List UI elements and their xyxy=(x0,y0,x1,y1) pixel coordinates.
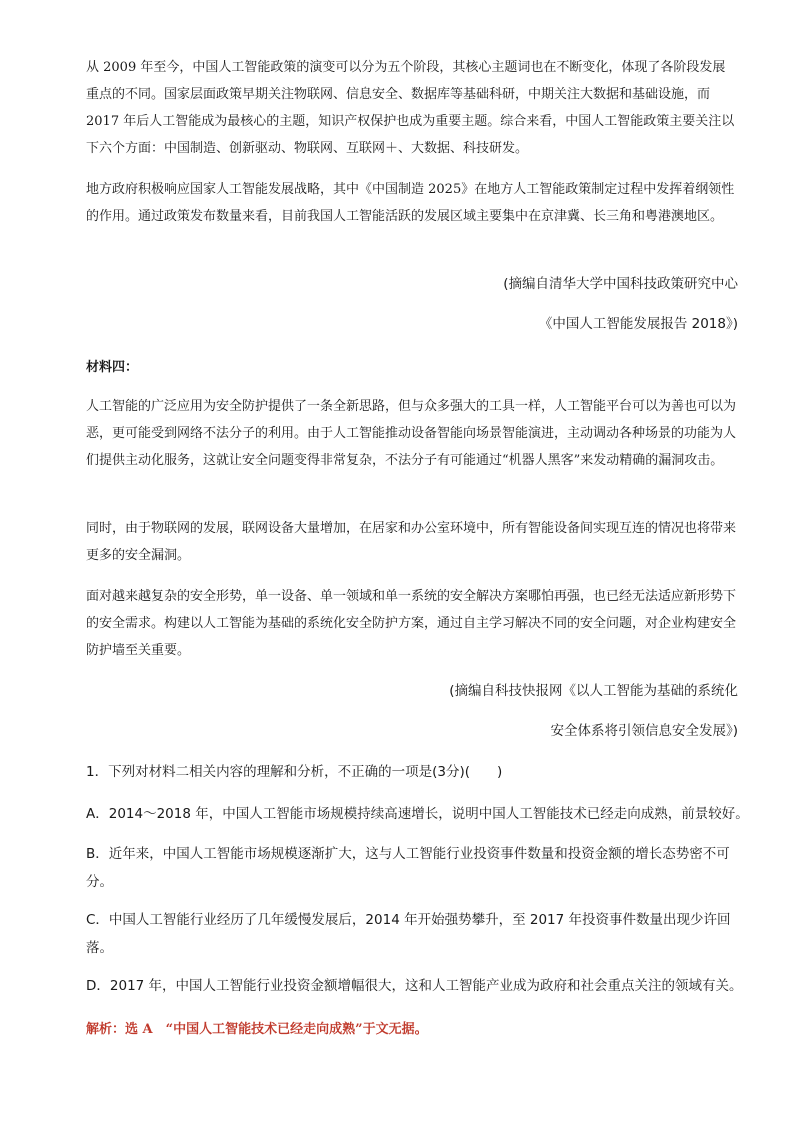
material-four-heading: 材料四： xyxy=(86,360,139,375)
paragraph-local-government: 地方政府积极响应国家人工智能发展战略，其中《中国制造 2025》在地方人工智能政策制定过程中发挥着纲领性的作用。通过政策发布数量来看，目前我国人工智能活跃的发展区域主要集中在京津冀、长三角和粤港澳地区。 xyxy=(86,182,735,224)
option-a: A．2014～2018 年，中国人工智能市场规模持续高速增长，说明中国人工智能技术已经走向成熟，前景较好。 xyxy=(86,806,749,822)
paragraph-ai-security: 人工智能的广泛应用为安全防护提供了一条全新思路，但与众多强大的工具一样，人工智能平台可以为善也可以为恶，更可能受到网络不法分子的利用。由于人工智能推动设备智能向场景智能演进，主动调动各种场景的功能为人们提供主动化服务，这就让安全问题变得非常复杂，不法分子有可能通过“机器人黑客”来发动精确的漏洞攻击。 xyxy=(86,399,737,468)
question-stem: 1．下列对材料二相关内容的理解和分析，不正确的一项是(3分)( ) xyxy=(86,764,503,780)
answer-explanation: 解析：选 A “中国人工智能技术已经走向成熟”于文无据。 xyxy=(86,1022,428,1037)
option-b: B．近年来，中国人工智能市场规模逐渐扩大，这与人工智能行业投资事件数量和投资金额的增长态势密不可分。 xyxy=(86,846,730,890)
source-citation-line2: 《中国人工智能发展报告 2018》) xyxy=(538,316,738,332)
paragraph-iot-vulnerability: 同时，由于物联网的发展，联网设备大量增加，在居家和办公室环境中，所有智能设备间实现互连的情况也将带来更多的安全漏洞。 xyxy=(86,521,737,563)
source-citation-line2: 安全体系将引领信息安全发展》) xyxy=(550,723,738,739)
source-citation-line1: (摘编自科技快报网《以人工智能为基础的系统化 xyxy=(449,683,738,699)
paragraph-policy-evolution: 从 2009 年至今，中国人工智能政策的演变可以分为五个阶段，其核心主题词也在不断变化，体现了各阶段发展重点的不同。国家层面政策早期关注物联网、信息安全、数据库等基础科研，中期关注大数据和基础设施，而 2017 年后人工智能成为最核心的主题，知识产权保护也成为重要主题。综合来看，中国人工智能政策主要关注以下六个方面：中国制造、创新驱动、物联网、互联网＋、大数据、科技研发。 xyxy=(86,60,735,156)
option-d: D．2017 年，中国人工智能行业投资金额增幅很大，这和人工智能产业成为政府和社会重点关注的领域有关。 xyxy=(86,978,743,994)
paragraph-security-situation: 面对越来越复杂的安全形势，单一设备、单一领域和单一系统的安全解决方案哪怕再强，也已经无法适应新形势下的安全需求。构建以人工智能为基础的系统化安全防护方案，通过自主学习解决不同的安全问题，对企业构建安全防护墙至关重要。 xyxy=(86,589,737,658)
source-citation-line1: (摘编自清华大学中国科技政策研究中心 xyxy=(503,276,738,292)
option-c: C．中国人工智能行业经历了几年缓慢发展后，2014 年开始强势攀升，至 2017 年投资事件数量出现少许回落。 xyxy=(86,912,731,956)
